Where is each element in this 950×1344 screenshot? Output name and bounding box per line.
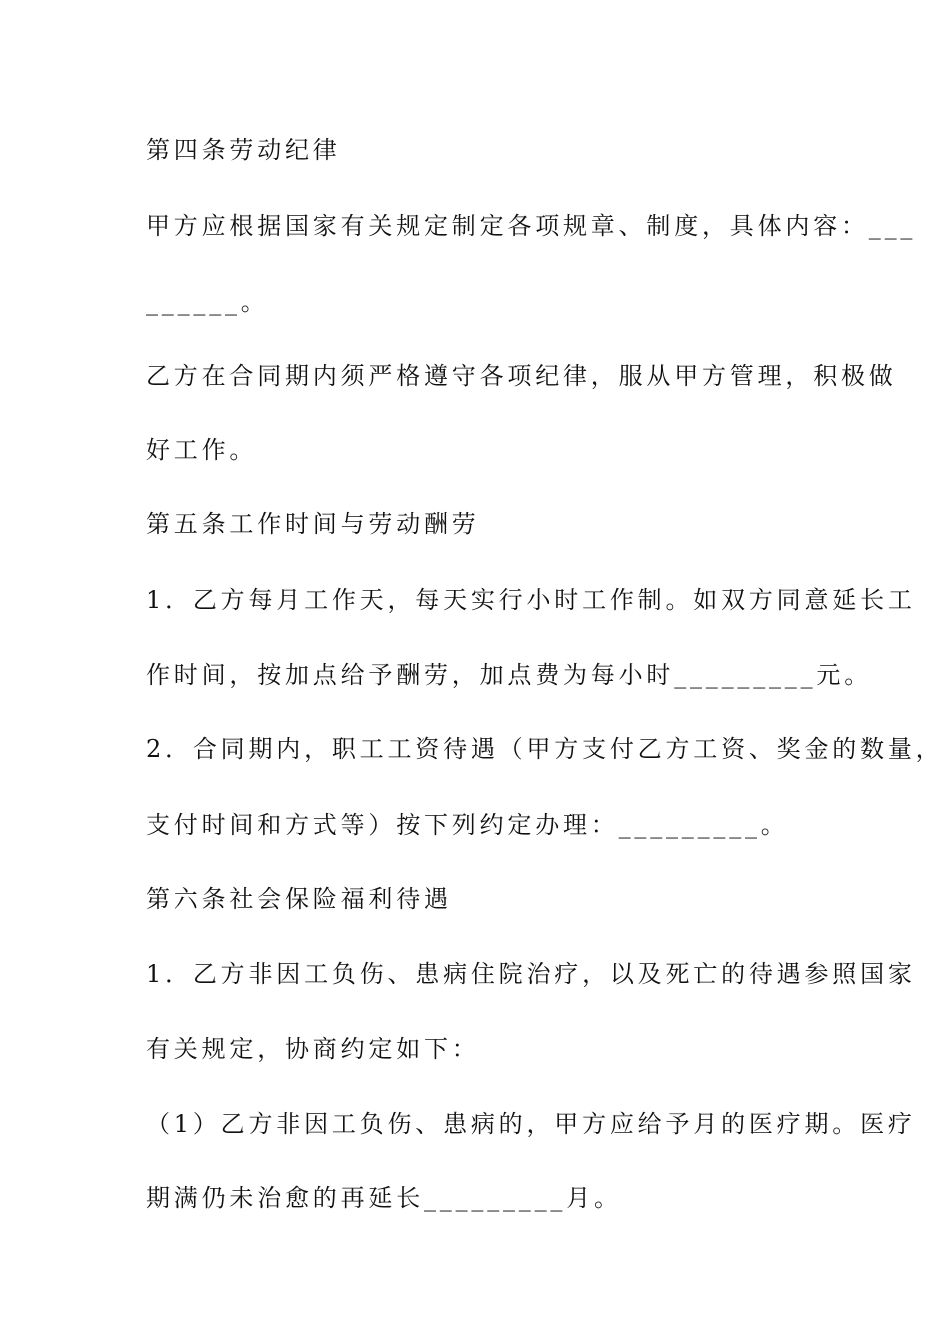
article-6-subitem-1-line-1: （1）乙方非因工负伤、患病的，甲方应给予月的医疗期。医疗 xyxy=(146,1110,916,1138)
article-6-item-1-line-2: 有关规定，协商约定如下： xyxy=(146,1035,480,1063)
article-4-heading: 第四条劳动纪律 xyxy=(146,136,341,164)
article-5-heading: 第五条工作时间与劳动酬劳 xyxy=(146,510,480,538)
article-6-heading: 第六条社会保险福利待遇 xyxy=(146,885,452,913)
article-5-item-1-line-1: 1．乙方每月工作天，每天实行小时工作制。如双方同意延长工 xyxy=(146,586,916,614)
article-4-paragraph-line-3: 乙方在合同期内须严格遵守各项纪律，服从甲方管理，积极做 xyxy=(146,362,897,390)
article-5-item-2-line-2: 支付时间和方式等）按下列约定办理：_________。 xyxy=(146,811,789,839)
article-6-subitem-1-line-2: 期满仍未治愈的再延长_________月。 xyxy=(146,1184,622,1212)
article-4-paragraph-line-1: 甲方应根据国家有关规定制定各项规章、制度，具体内容：___ xyxy=(146,212,917,240)
article-4-paragraph-line-2: ______。 xyxy=(146,288,269,316)
article-5-item-1-line-2: 作时间，按加点给予酬劳，加点费为每小时_________元。 xyxy=(146,661,872,689)
article-4-paragraph-line-4: 好工作。 xyxy=(146,436,258,464)
article-5-item-2-line-1: 2．合同期内，职工工资待遇（甲方支付乙方工资、奖金的数量， xyxy=(146,735,944,763)
article-6-item-1-line-1: 1．乙方非因工负伤、患病住院治疗，以及死亡的待遇参照国家 xyxy=(146,960,916,988)
